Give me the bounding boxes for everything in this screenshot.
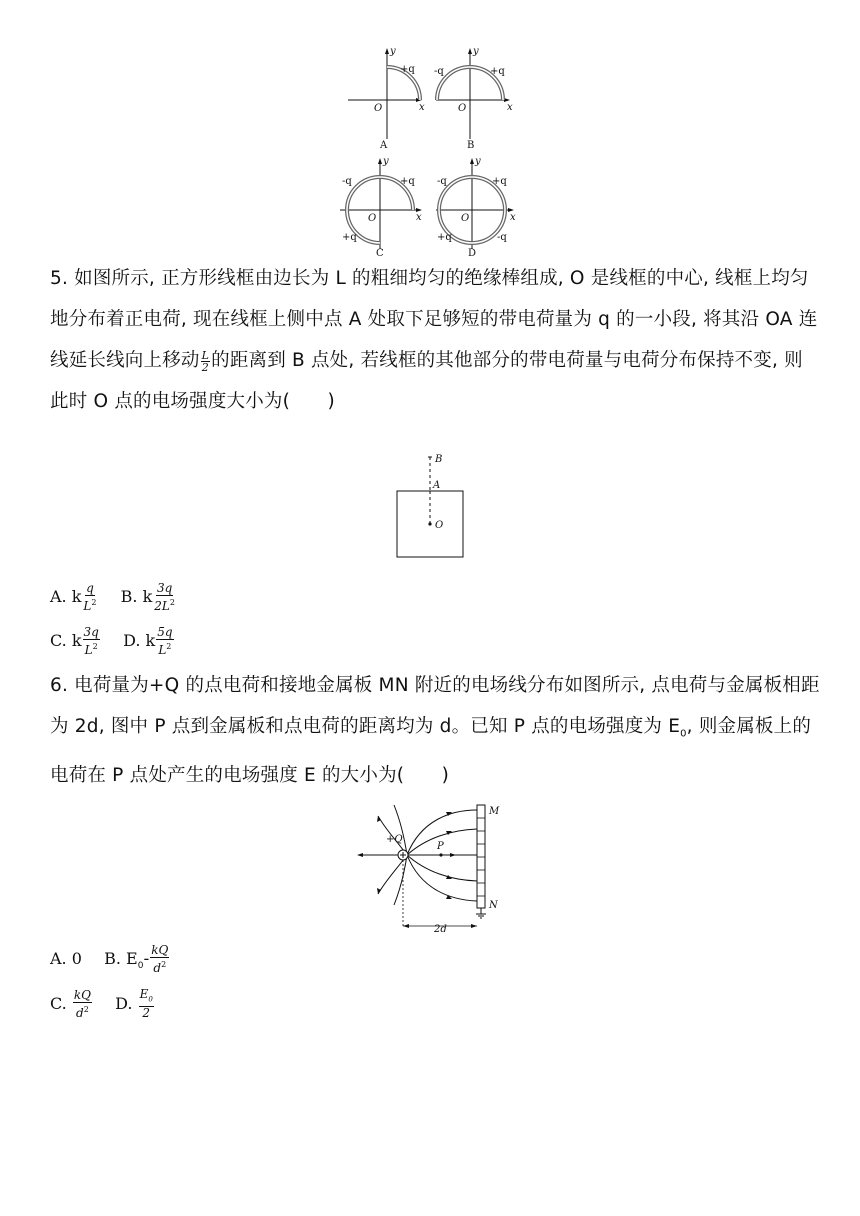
q5-options-row-1 <box>50 582 177 613</box>
question-5-text <box>50 258 820 422</box>
svg-text:A: A <box>380 140 388 151</box>
svg-text:O: O <box>458 103 467 114</box>
q6-option-d[interactable]: D. $\frac{E_0}{2}$ <box>115 987 153 1021</box>
svg-text:-q: -q <box>497 232 507 243</box>
svg-text:-q: -q <box>437 176 447 187</box>
q5-square-frame-figure <box>390 450 480 562</box>
svg-text:x: x <box>510 212 516 223</box>
svg-text:+q: +q <box>342 232 357 243</box>
svg-text:M: M <box>489 806 500 817</box>
option-a-figure <box>348 46 425 151</box>
q5-option-b[interactable]: B. k $\frac{3q}{2L^2}$ <box>120 581 175 613</box>
question-6-text <box>50 665 820 796</box>
svg-text:C: C <box>376 248 384 258</box>
svg-text:O: O <box>461 213 470 224</box>
svg-text:y: y <box>390 46 396 57</box>
svg-text:O: O <box>435 520 444 531</box>
svg-text:P: P <box>437 841 444 852</box>
q5-inline-fraction: $\frac{L}{2}$ <box>201 348 210 374</box>
q5-option-d[interactable]: D. k $\frac{5q}{L^2}$ <box>123 625 173 657</box>
option-b-figure <box>434 46 513 151</box>
q6-option-b[interactable]: B. $E_0-$ $\frac{kQ}{d^2}$ <box>104 943 169 975</box>
option-d-figure <box>436 156 516 258</box>
svg-text:+q: +q <box>492 176 507 187</box>
q5-option-a[interactable]: A. k $\frac{q}{L^2}$ <box>50 581 97 613</box>
svg-text:N: N <box>489 900 498 911</box>
q6-text-part1: 6. 电荷量为+Q 的点电荷和接地金属板 MN 附近的电场线分布如图所示, 点电荷与金属板相距为 2d, 图中 P 点到金属板和点电荷的距离均为 d。已知 P 点的电场强度为 E <box>50 675 820 737</box>
svg-text:O: O <box>368 213 377 224</box>
svg-text:y: y <box>475 156 481 167</box>
svg-text:O: O <box>374 103 383 114</box>
q6-text-subscript: 0 <box>680 728 687 740</box>
svg-text:A: A <box>433 480 441 491</box>
q6-field-lines-figure <box>356 800 516 938</box>
q5-option-c[interactable]: C. k $\frac{3q}{L^2}$ <box>50 625 99 657</box>
option-c-figure <box>340 156 422 258</box>
q6-option-a[interactable]: A. 0 <box>50 949 82 968</box>
svg-text:-q: -q <box>342 176 352 187</box>
svg-text:x: x <box>416 212 422 223</box>
q5-text-part1: 5. 如图所示, 正方形线框由边长为 L 的粗细均匀的绝缘棒组成, O 是线框的中心, 线框上均匀地分布着正电荷, 现在线框上侧中点 A 处取下足够短的带电荷量为 q 的一小段, 将其沿 OA 连线延长线向上移动 <box>50 268 818 371</box>
svg-text:y: y <box>383 156 389 167</box>
q6-options-row-2 <box>50 988 155 1020</box>
svg-text:+q: +q <box>400 176 415 187</box>
svg-text:+Q: +Q <box>386 834 403 845</box>
q5-text-part2: 的距离到 B 点处, 若线框的其他部分的带电荷量与电荷分布保持不变, 则此时 O 点的电场强度大小为( ) <box>50 350 803 412</box>
svg-text:-q: -q <box>434 66 444 77</box>
svg-text:+q: +q <box>437 232 452 243</box>
svg-text:x: x <box>507 102 513 113</box>
q6-option-c[interactable]: C. $\frac{kQ}{d^2}$ <box>50 987 91 1020</box>
svg-text:+q: +q <box>490 66 505 77</box>
svg-text:2d: 2d <box>434 924 447 935</box>
svg-text:+q: +q <box>400 64 415 75</box>
svg-text:x: x <box>419 102 425 113</box>
svg-text:y: y <box>473 46 479 57</box>
q5-options-row-2 <box>50 626 175 657</box>
q6-text-part2: , 则金属板上的电荷在 P 点处产生的电场强度 E 的大小为( ) <box>50 716 812 786</box>
svg-text:D: D <box>468 248 477 258</box>
q4-figure-options <box>340 44 530 258</box>
q6-options-row-1 <box>50 944 170 976</box>
svg-text:B: B <box>467 140 475 151</box>
svg-text:B: B <box>435 454 443 465</box>
